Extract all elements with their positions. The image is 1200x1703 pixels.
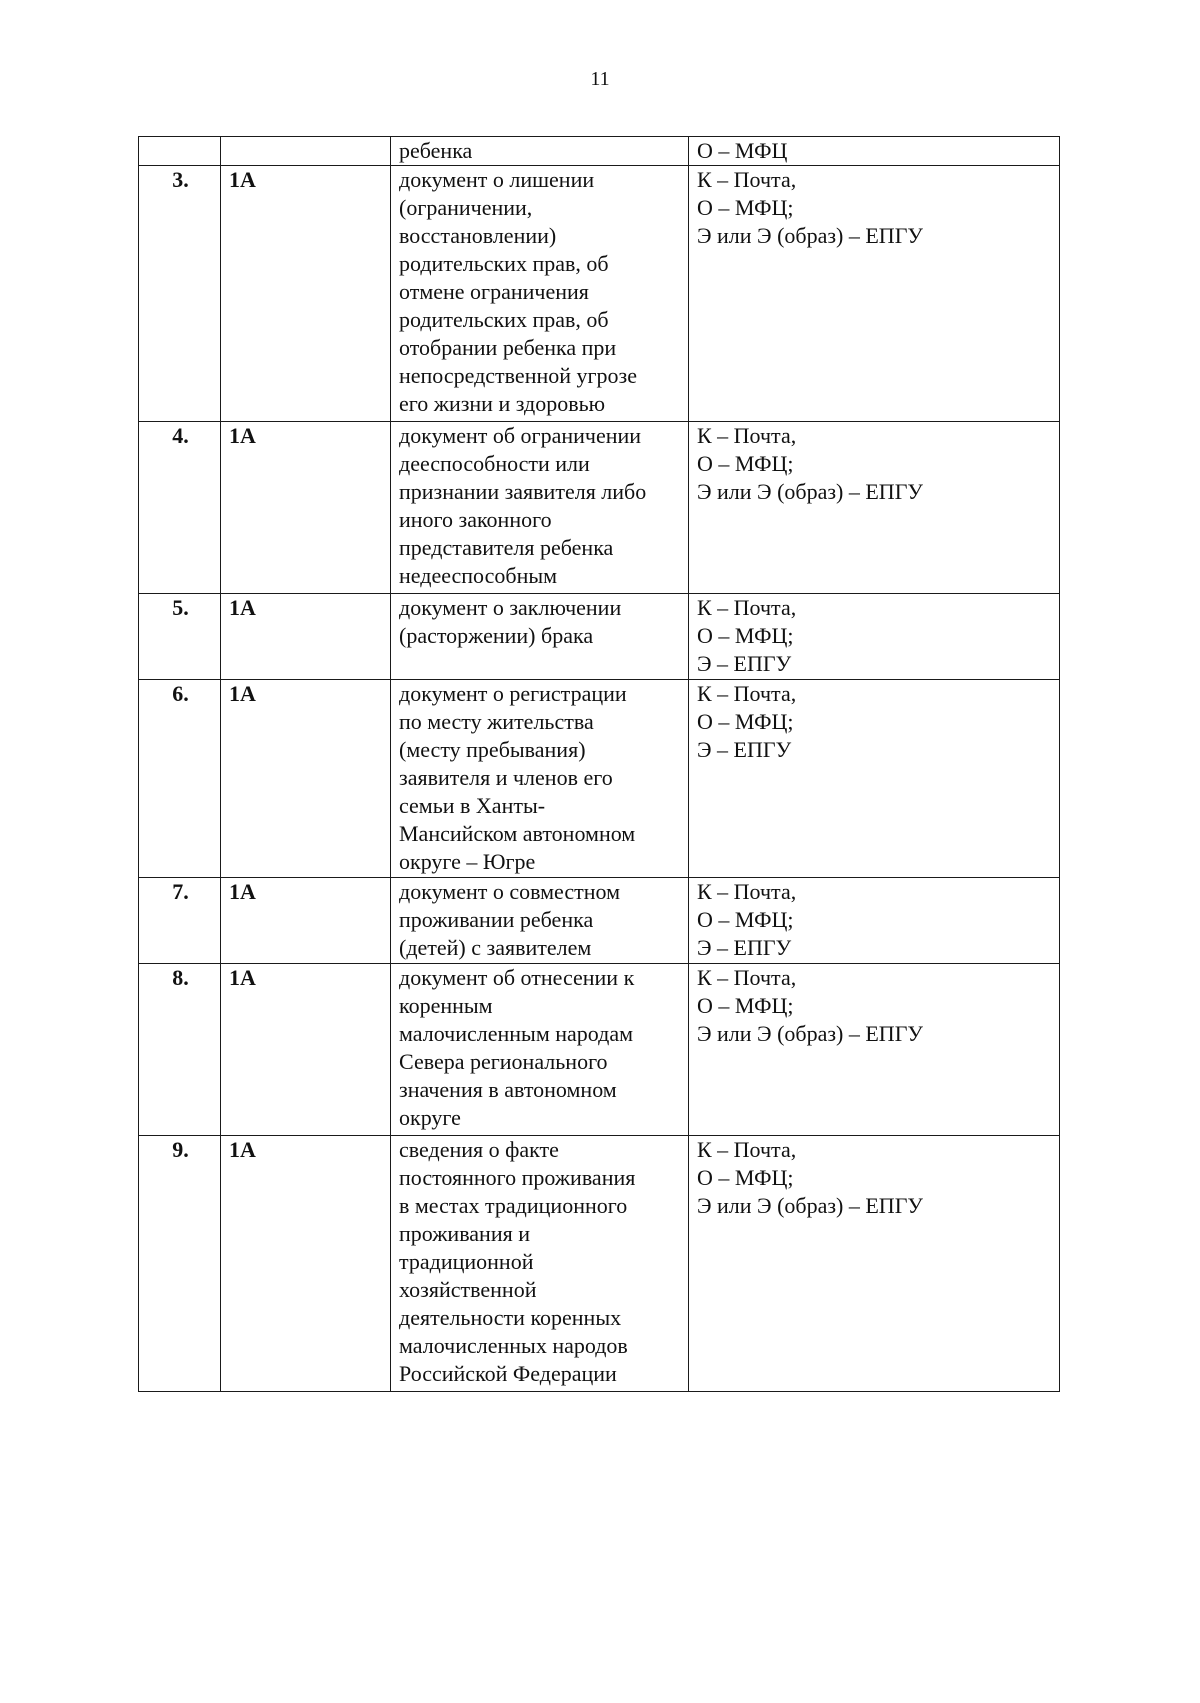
page-number: 11 (590, 68, 610, 90)
row-number: 3. (139, 166, 221, 422)
row-code: 1А (221, 964, 391, 1136)
row-code: 1А (221, 422, 391, 594)
row-method: К – Почта, О – МФЦ; Э – ЕПГУ (689, 680, 1060, 878)
row-document: сведения о факте постоянного проживания в местах традиционного проживания и традиционной хозяйственной деятельности коренных малочисленных народов Российской Федерации (391, 1136, 689, 1392)
row-method: О – МФЦ (689, 137, 1060, 166)
row-method: К – Почта, О – МФЦ; Э – ЕПГУ (689, 878, 1060, 964)
table-row (139, 680, 1060, 878)
row-document: ребенка (391, 137, 689, 166)
row-document: документ о регистрации по месту жительства (месту пребывания) заявителя и членов его семьи в Ханты- Мансийском автономном округе – Югре (391, 680, 689, 878)
row-method: К – Почта, О – МФЦ; Э или Э (образ) – ЕПГУ (689, 964, 1060, 1136)
row-code: 1А (221, 878, 391, 964)
table-row (139, 594, 1060, 680)
table-row (139, 878, 1060, 964)
row-number: 5. (139, 594, 221, 680)
table-row (139, 137, 1060, 166)
table-row (139, 166, 1060, 422)
row-number: 7. (139, 878, 221, 964)
row-document: документ об ограничении дееспособности или признании заявителя либо иного законного представителя ребенка недееспособным (391, 422, 689, 594)
row-number (139, 137, 221, 166)
row-method: К – Почта, О – МФЦ; Э или Э (образ) – ЕПГУ (689, 1136, 1060, 1392)
row-document: документ об отнесении к коренным малочисленным народам Севера регионального значения в автономном округе (391, 964, 689, 1136)
row-number: 6. (139, 680, 221, 878)
row-document: документ о лишении (ограничении, восстановлении) родительских прав, об отмене ограничения родительских прав, об отобрании ребенка при непосредственной угрозе его жизни и здоровью (391, 166, 689, 422)
row-code (221, 137, 391, 166)
row-method: К – Почта, О – МФЦ; Э – ЕПГУ (689, 594, 1060, 680)
row-number: 9. (139, 1136, 221, 1392)
table-row (139, 422, 1060, 594)
row-method: К – Почта, О – МФЦ; Э или Э (образ) – ЕПГУ (689, 166, 1060, 422)
table-row (139, 1136, 1060, 1392)
row-method: К – Почта, О – МФЦ; Э или Э (образ) – ЕПГУ (689, 422, 1060, 594)
row-number: 4. (139, 422, 221, 594)
row-code: 1А (221, 594, 391, 680)
row-code: 1А (221, 680, 391, 878)
row-document: документ о заключении (расторжении) брака (391, 594, 689, 680)
row-code: 1А (221, 1136, 391, 1392)
documents-table (138, 136, 1060, 1392)
row-code: 1А (221, 166, 391, 422)
row-document: документ о совместном проживании ребенка (детей) с заявителем (391, 878, 689, 964)
table-row (139, 964, 1060, 1136)
row-number: 8. (139, 964, 221, 1136)
